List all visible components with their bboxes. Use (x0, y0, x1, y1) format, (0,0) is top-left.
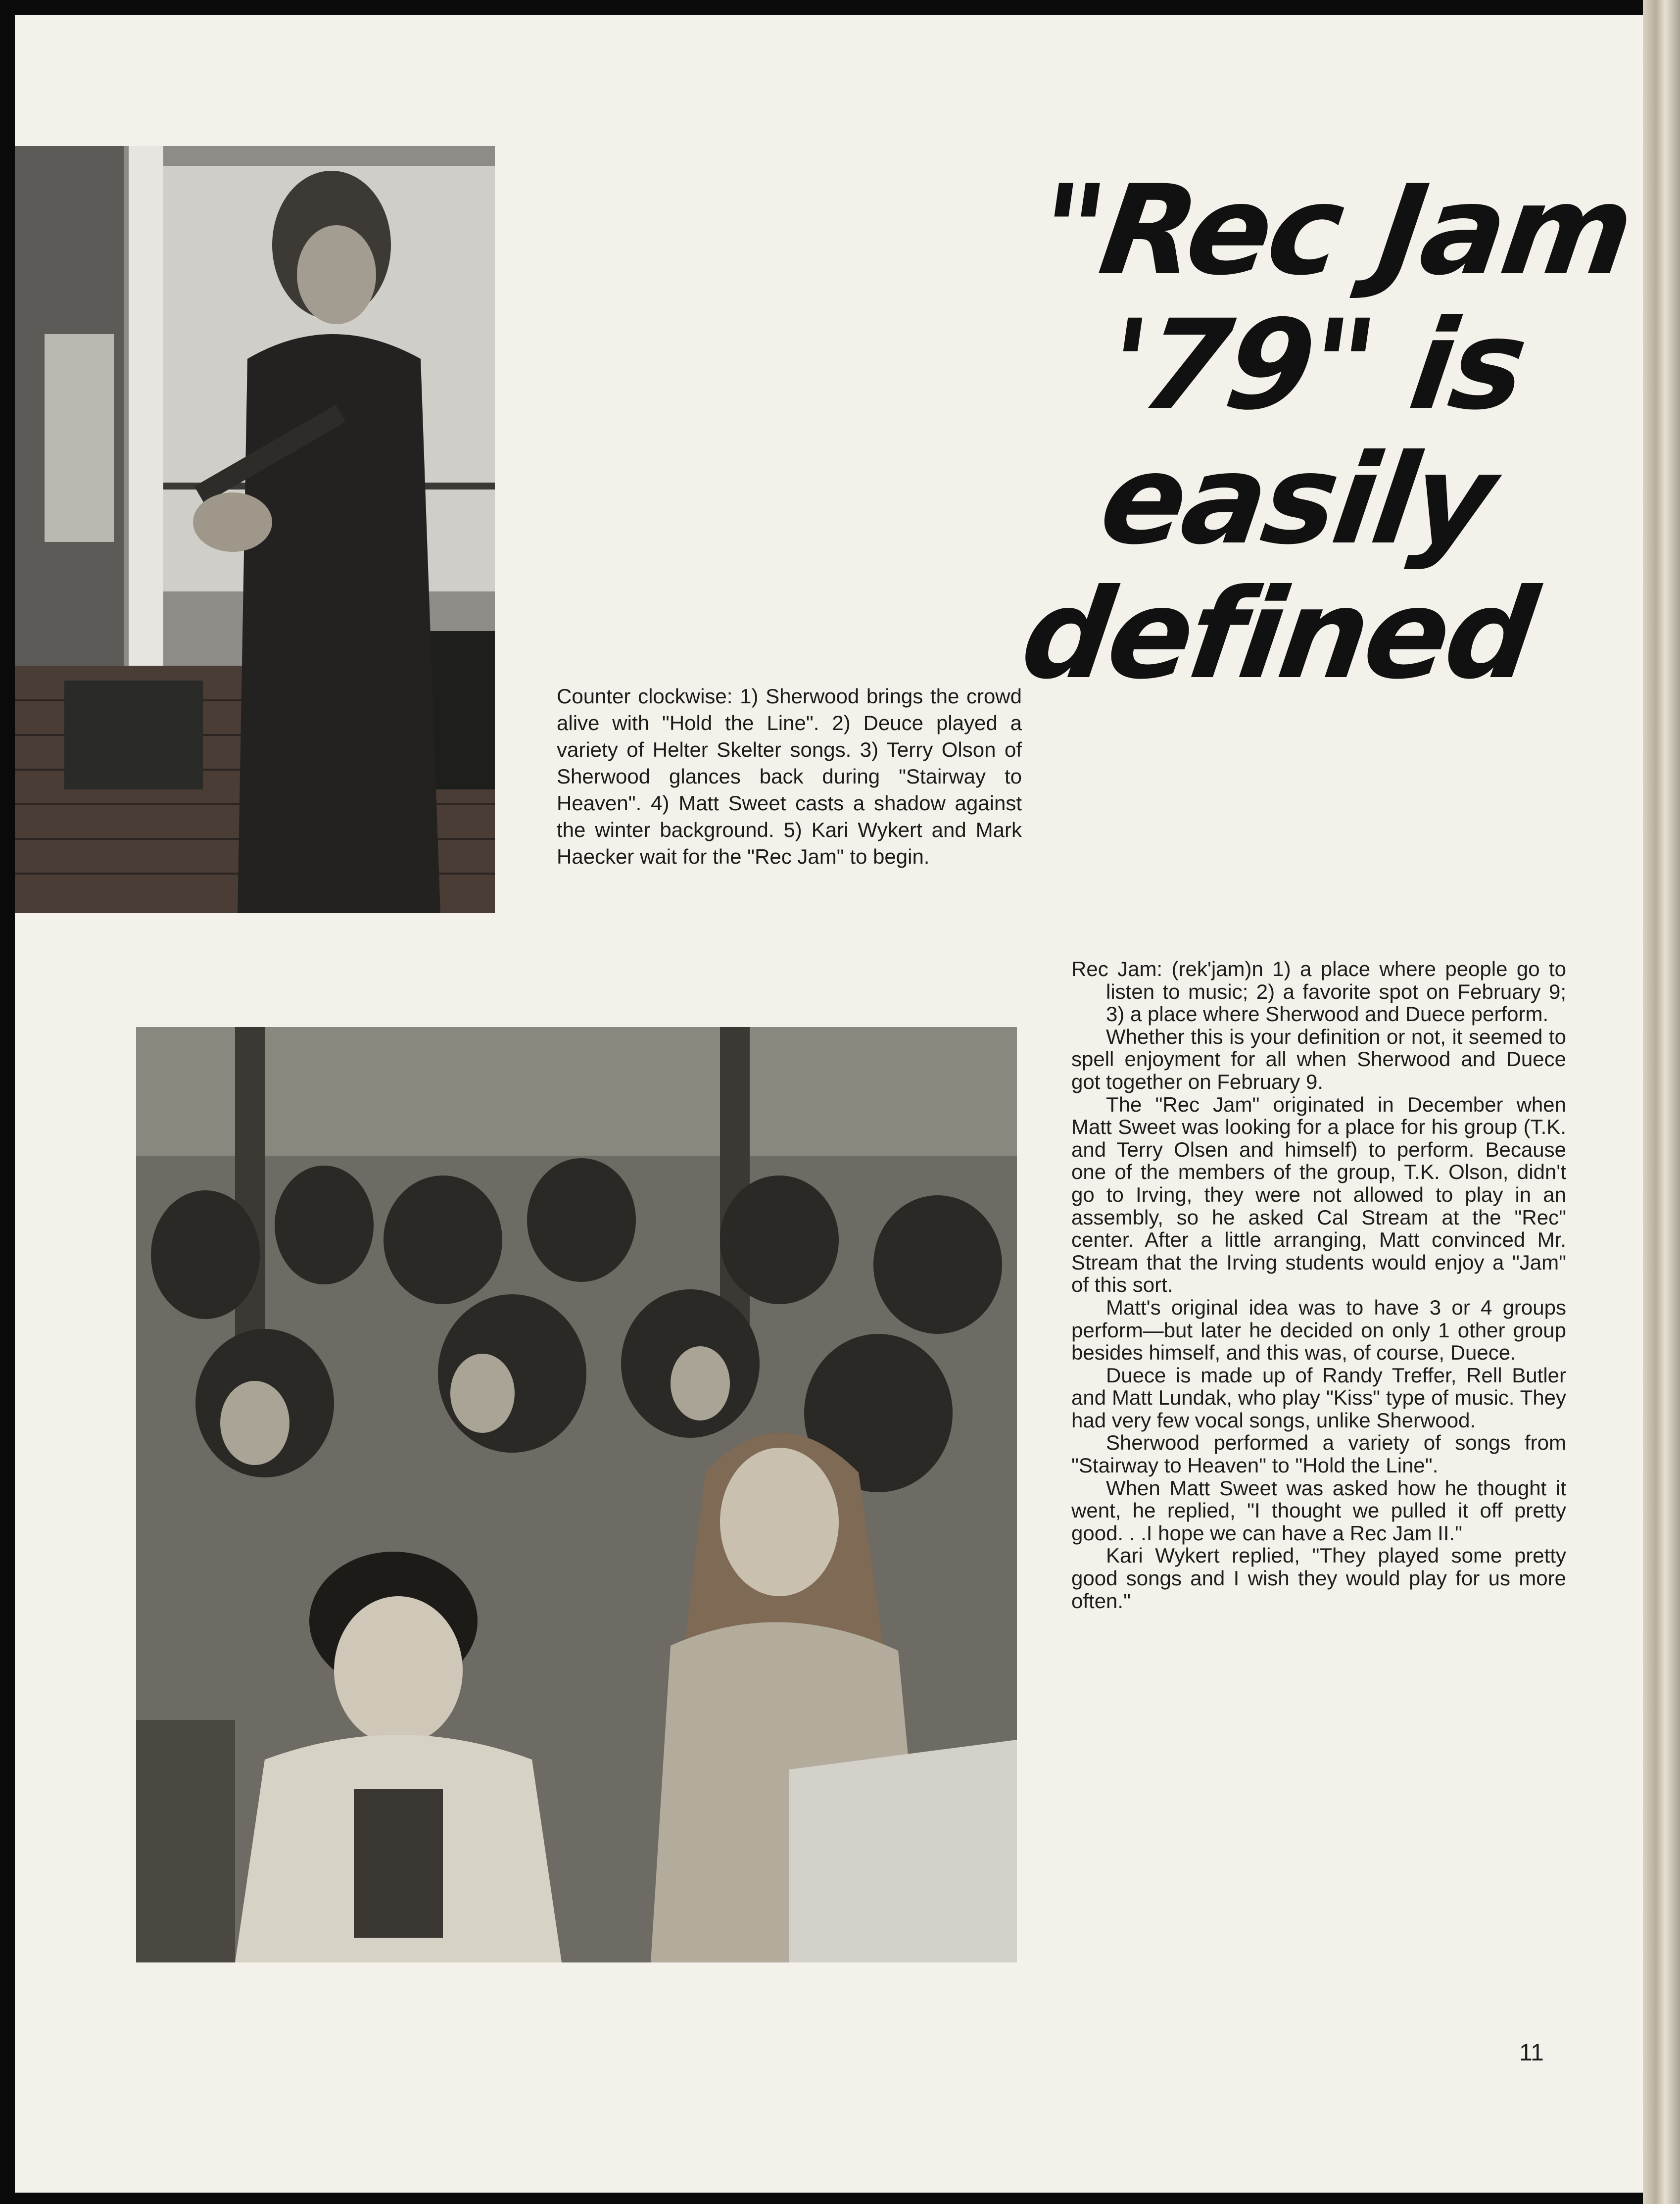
article-paragraph: Matt's original idea was to have 3 or 4 groups perform—but later he decided on only 1 other group besides himself, and this was, of course, Duece. (1071, 1295, 1566, 1365)
headline (947, 158, 1643, 706)
headline-line-1: "Rec Jam (1030, 158, 1639, 302)
article-paragraph: The "Rec Jam" originated in December when Matt Sweet was looking for a place for his group (T.K. and Terry Olsen and himself) to perform. Because one of the members of the group, T.K. Olson, didn't go to Irving, they were not allowed to play in an assembly, so he asked Cal Stream at the "Rec" center. After a little arranging, Matt convinced Mr. Stream that the Irving students would enjoy a "Jam" of this sort. (1071, 1092, 1566, 1297)
headline-line-2: '79" is (1099, 293, 1533, 437)
yearbook-page (15, 15, 1643, 2193)
article-paragraph: Kari Wykert replied, "They played some pretty good songs and I wish they would play for us more often." (1071, 1544, 1566, 1613)
headline-line-4: defined (1013, 562, 1542, 706)
article-paragraph: Sherwood performed a variety of songs from "Stairway to Heaven" to "Hold the Line". (1071, 1431, 1566, 1477)
scan-border-top (0, 0, 1680, 15)
headline-line-3: easily (1092, 428, 1502, 572)
photo-caption: Counter clockwise: 1) Sherwood brings the crowd alive with "Hold the Line". 2) Deuce played a variety of Helter Skelter songs. 3) Terry Olson of Sherwood glances back during "Stairway to Heaven". 4) Matt Sweet casts a shadow against the winter background. 5) Kari Wykert and Mark Haecker wait for the "Rec Jam" to begin. (557, 685, 1022, 868)
article-definition: Rec Jam: (rek'jam)n 1) a place where people go to listen to music; 2) a favorite spot on February 9; 3) a place where Sherwood and Duece perform. (1071, 957, 1566, 1026)
photo-guitarist (15, 146, 495, 913)
article-paragraph: Whether this is your definition or not, it seemed to spell enjoyment for all when Sherwood and Duece got together on February 9. (1071, 1025, 1566, 1093)
page-stack-edge (1643, 0, 1680, 2204)
article-paragraph: Duece is made up of Randy Treffer, Rell Butler and Matt Lundak, who play "Kiss" type of music. They had very few vocal songs, unlike Sherwood. (1071, 1363, 1566, 1432)
article-body (1071, 958, 1566, 1612)
photo-crowd (136, 1027, 1017, 1962)
article-paragraph: When Matt Sweet was asked how he thought it went, he replied, "I thought we pulled it off pretty good. . .I hope we can have a Rec Jam II." (1071, 1476, 1566, 1545)
page-number: 11 (1519, 2040, 1544, 2066)
